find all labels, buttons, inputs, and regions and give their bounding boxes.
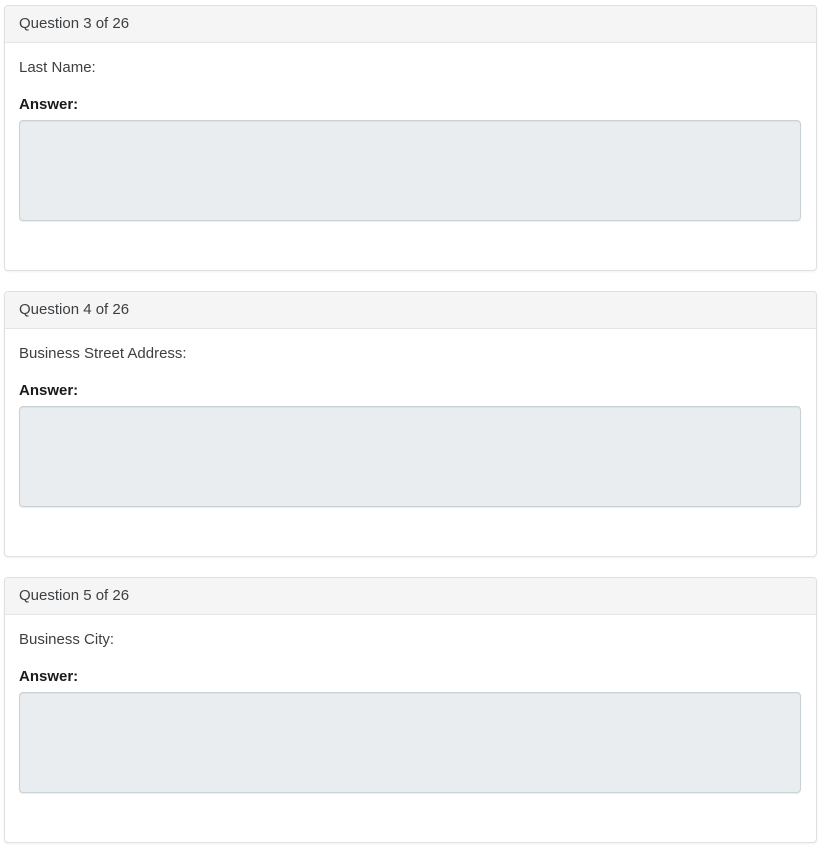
answer-label: Answer: — [19, 382, 79, 399]
question-card-body — [5, 615, 816, 842]
answer-label: Answer: — [19, 96, 79, 113]
question-card — [4, 577, 817, 843]
question-text: Business Street Address: — [19, 345, 187, 362]
question-card — [4, 291, 817, 557]
question-card-header: Question 5 of 26 — [5, 578, 816, 615]
answer-textarea[interactable] — [19, 120, 801, 221]
question-card-body — [5, 329, 816, 556]
question-card-header: Question 3 of 26 — [5, 6, 816, 43]
question-card-header: Question 4 of 26 — [5, 292, 816, 329]
question-card-body — [5, 43, 816, 270]
answer-textarea[interactable] — [19, 692, 801, 793]
question-text: Business City: — [19, 631, 115, 648]
answer-textarea[interactable] — [19, 406, 801, 507]
answer-label: Answer: — [19, 668, 79, 685]
question-card — [4, 5, 817, 271]
question-text: Last Name: — [19, 59, 96, 76]
